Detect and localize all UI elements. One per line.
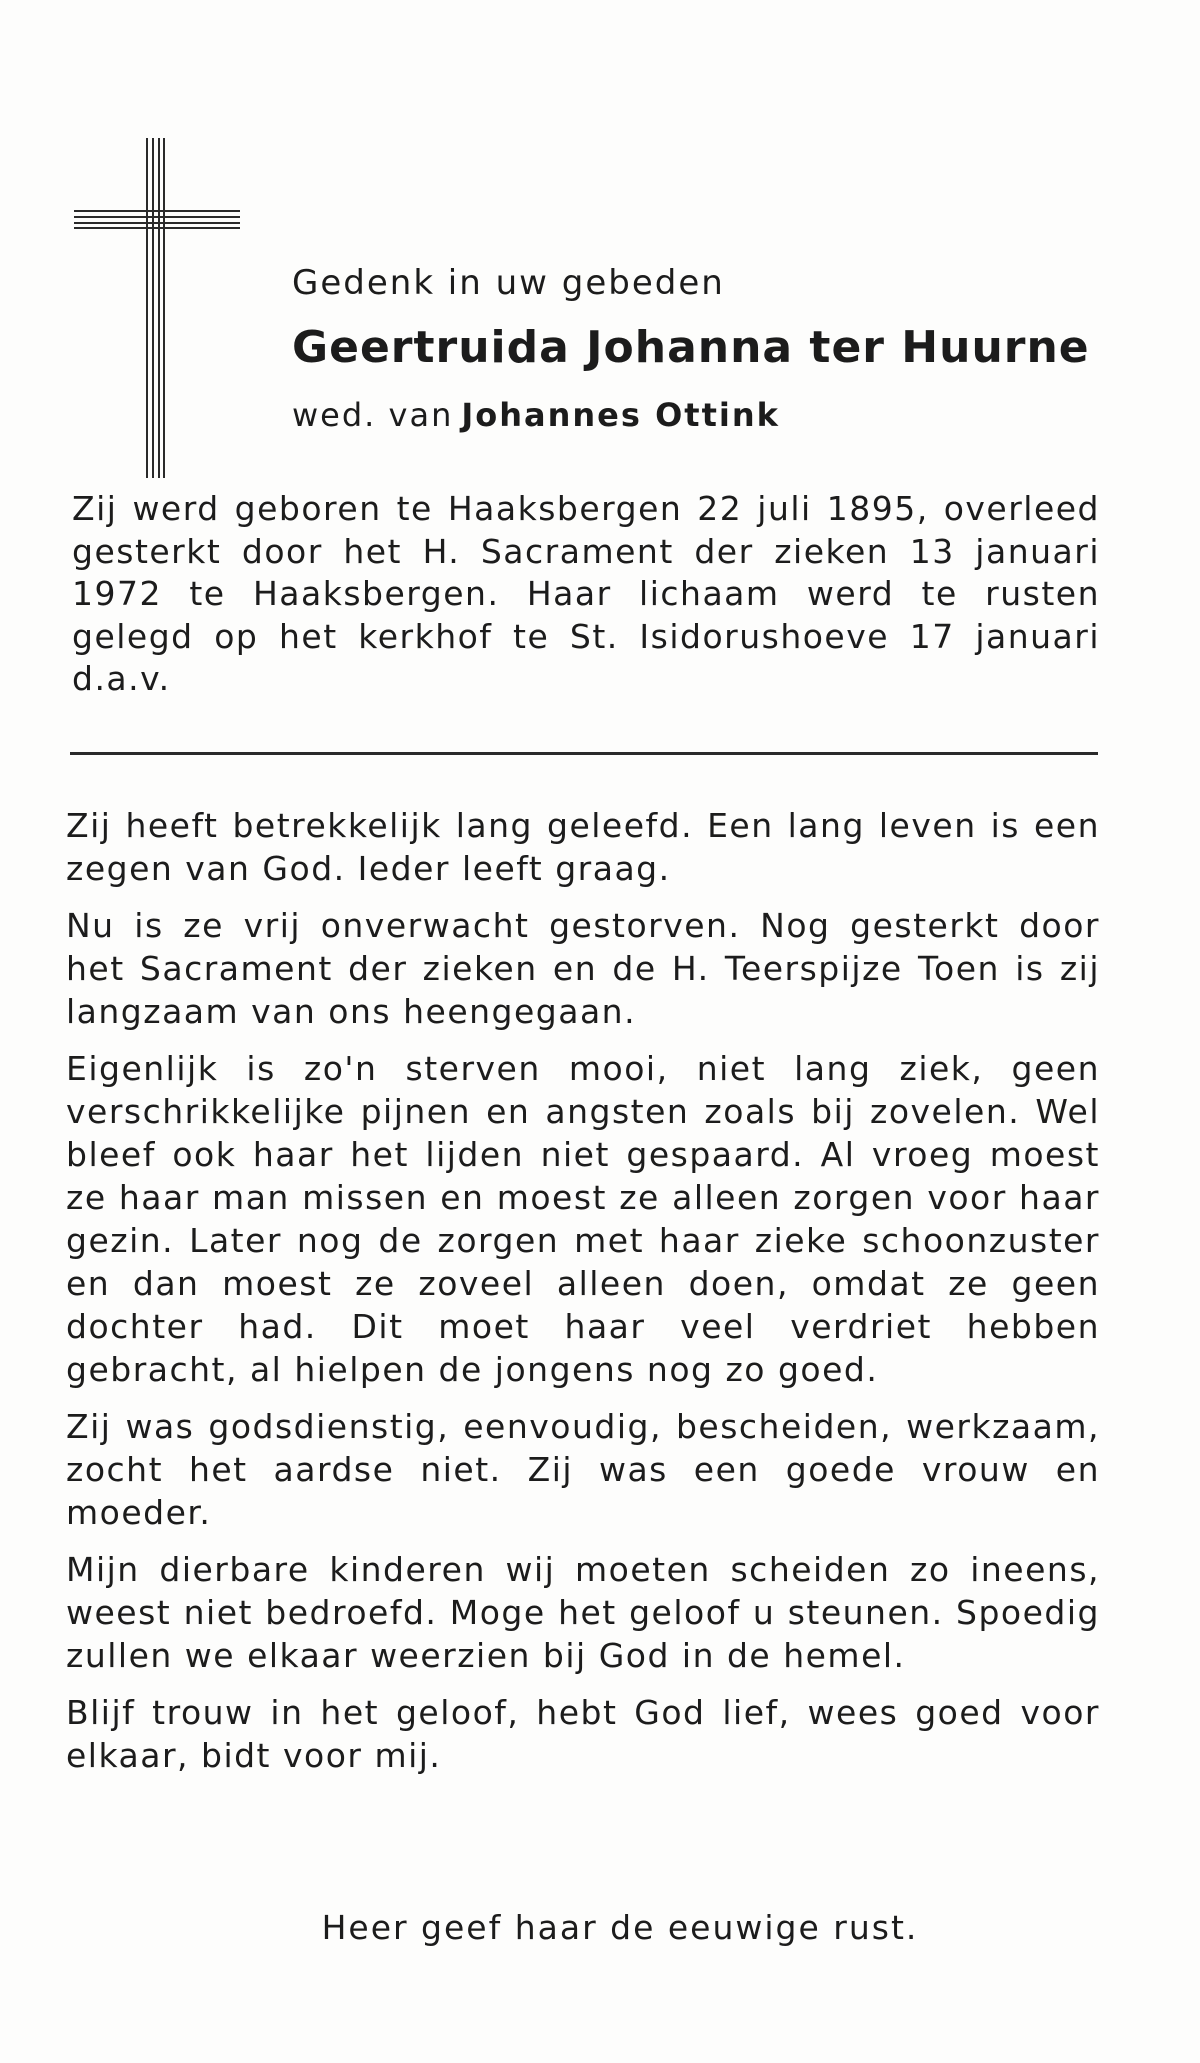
husband-name: Johannes Ottink [461,396,780,434]
intro-text: Gedenk in uw gebeden [292,263,725,303]
deceased-name: Geertruida Johanna ter Huurne [292,322,1090,373]
paragraph-6: Blijf trouw in het geloof, hebt God lief, wees goed voor elkaar, bidt voor mij. [66,1693,1100,1775]
header-block [292,258,1132,440]
memorial-text [66,804,1100,1791]
widow-prefix: wed. van [292,396,454,434]
paragraph-2: Nu is ze vrij onverwacht gestorven. Nog gesterkt door het Sacrament der zieken en de H. Teerspijze Toen is zij langzaam van ons heengegaan. [66,906,1100,1031]
paragraph-3: Eigenlijk is zo'n sterven mooi, niet lang ziek, geen verschrikkelijke pijnen en angsten zoals bij zovelen. Wel bleef ook haar het lijden niet gespaard. Al vroeg moest ze haar man missen en moest ze alleen zorgen voor haar gezin. Later nog de zorgen met haar zieke schoonzuster en dan moest ze zoveel alleen doen, omdat ze geen dochter had. Dit moet haar veel verdriet hebben gebracht, al hielpen de jongens nog zo goed. [66,1049,1100,1389]
divider [70,752,1098,755]
paragraph-4: Zij was godsdienstig, eenvoudig, bescheiden, werkzaam, zocht het aardse niet. Zij was een goede vrouw en moeder. [66,1407,1100,1532]
paragraph-1: Zij heeft betrekkelijk lang geleefd. Een lang leven is een zegen van God. Ieder leeft graag. [66,806,1100,888]
biography-text: Zij werd geboren te Haaksbergen 22 juli 1895, overleed gesterkt door het H. Sacrament der zieken 13 januari 1972 te Haaksbergen. Haar lichaam werd te rusten gelegd op het kerkhof te St. Isidorushoeve 17 januari d.a.v. [72,489,1100,698]
closing-prayer: Heer geef haar de eeuwige rust. [321,1908,919,1947]
paragraph-5: Mijn dierbare kinderen wij moeten scheiden zo ineens, weest niet bedroefd. Moge het geloof u steunen. Spoedig zullen we elkaar weerzien bij God in de hemel. [66,1550,1100,1675]
widow-line [292,390,1132,440]
